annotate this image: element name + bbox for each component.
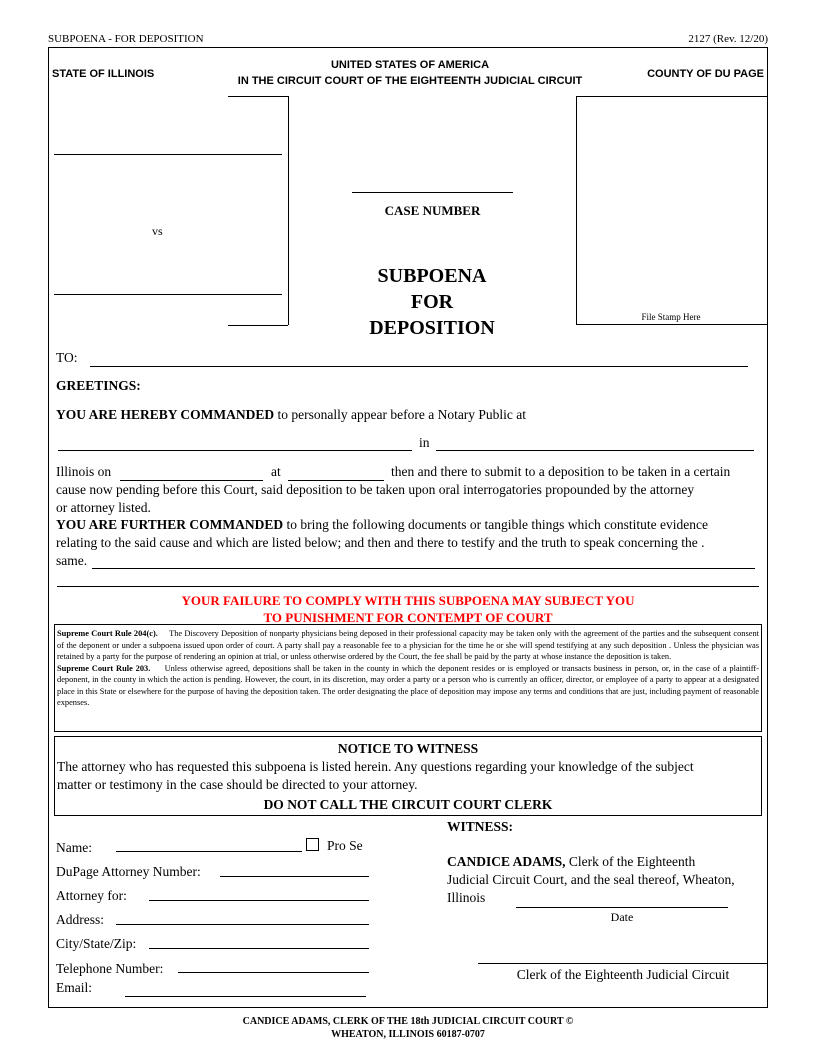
name-line[interactable] [116, 851, 302, 852]
county-label: COUNTY OF DU PAGE [647, 68, 764, 80]
rule-203-text: Unless otherwise agreed, depositions shall be taken in the county in which the deponent resides or is employed or transacts business in person, or, in the case of a plaintiff-deponent, in the county in which the action is pending. However, the court, in its discretion, may order a party or a person who is currently an officer, director, or employee of a party to appear at a designated place in this State or elsewhere for the purpose of having the deposition taken. The order designating the place of deposition may impose any terms and conditions that are just, including payment of reasonable expenses. [57, 663, 760, 707]
rule-204-text: The Discovery Deposition of nonparty physicians being deposed in their professional capacity may be taken only with the agreement of the parties and the subsequent consent of the deponent or under a subpoena issued upon order of court. A party shall pay a reasonable fee to a physician for the time he or she will spend testifying at any such deposition . Unless the physician was retained by a party for the purpose of rendering an opinion at trial, or unless otherwise ordered by the Court, the fee shall be paid by the party at whose instance the deposition is taken. [57, 629, 759, 661]
file-stamp-box [576, 96, 768, 325]
then-text: then and there to submit to a deposition to be taken in a certain [391, 464, 731, 479]
telephone-line[interactable] [178, 972, 369, 973]
documents-line-1[interactable] [92, 568, 755, 569]
email-line[interactable] [125, 996, 366, 997]
or-attorney-text: or attorney listed. [56, 500, 151, 515]
warning-line-1: YOUR FAILURE TO COMPLY WITH THIS SUBPOENA MAY SUBJECT YOU [181, 593, 635, 608]
clerk-title: Clerk of the Eighteenth [565, 854, 696, 869]
clerk-name: CANDICE ADAMS, [447, 854, 566, 869]
plaintiff-line[interactable] [54, 154, 282, 155]
date-signature-line[interactable] [516, 907, 728, 908]
dupage-number-label: DuPage Attorney Number: [56, 864, 201, 879]
state-label: STATE OF ILLINOIS [52, 68, 155, 80]
title-line-3: DEPOSITION [369, 317, 495, 339]
notice-line-2: matter or testimony in the case should be directed to your attorney. [57, 777, 418, 792]
file-stamp-label: File Stamp Here [641, 312, 701, 322]
commanded-bold: YOU ARE HEREBY COMMANDED [56, 407, 275, 422]
email-label: Email: [56, 980, 92, 995]
pro-se-label: Pro Se [327, 838, 363, 853]
notice-title: NOTICE TO WITNESS [337, 741, 479, 756]
further-bold: YOU ARE FURTHER COMMANDED [56, 517, 284, 532]
witness-label: WITNESS: [447, 819, 514, 834]
rules-box [54, 624, 762, 732]
city-state-zip-label: City/State/Zip: [56, 936, 137, 951]
country-label: UNITED STATES OF AMERICA [330, 59, 490, 71]
footer-line-1: CANDICE ADAMS, CLERK OF THE 18th JUDICIAL CIRCUIT COURT © [242, 1016, 574, 1027]
address-line[interactable] [116, 924, 369, 925]
form-revision: 2127 (Rev. 12/20) [688, 33, 768, 45]
clerk-line-3: Illinois [447, 890, 486, 905]
footer-line-2: WHEATON, ILLINOIS 60187-0707 [331, 1029, 485, 1040]
caption-bracket-top [228, 96, 288, 97]
notary-location-line[interactable] [58, 450, 412, 451]
form-title-top: SUBPOENA - FOR DEPOSITION [48, 33, 204, 45]
illinois-on-label: Illinois on [56, 464, 112, 479]
attorney-for-line[interactable] [149, 900, 369, 901]
court-label: IN THE CIRCUIT COURT OF THE EIGHTEENTH JUDICIAL CIRCUIT [237, 75, 583, 87]
name-label: Name: [56, 840, 92, 855]
cause-text: cause now pending before this Court, said deposition to be taken upon oral interrogatories propounded by the attorney [56, 482, 695, 497]
clerk-signature-label: Clerk of the Eighteenth Judicial Circuit [516, 967, 730, 982]
rule-203-label: Supreme Court Rule 203. [57, 663, 151, 673]
clerk-signature-line[interactable] [478, 963, 768, 964]
notice-donot: DO NOT CALL THE CIRCUIT COURT CLERK [263, 797, 553, 812]
to-line[interactable] [90, 366, 748, 367]
city-line[interactable] [436, 450, 754, 451]
defendant-line[interactable] [54, 294, 282, 295]
clerk-line-1 [447, 853, 695, 871]
date-label: Date [610, 910, 634, 924]
commanded-paragraph [56, 406, 526, 424]
vs-label: vs [152, 224, 163, 238]
clerk-line-2: Judicial Circuit Court, and the seal thereof, Wheaton, [447, 872, 735, 887]
dupage-number-line[interactable] [220, 876, 369, 877]
rule-204-label: Supreme Court Rule 204(c). [57, 629, 158, 638]
same-label: same. [56, 553, 88, 568]
address-label: Address: [56, 912, 104, 927]
documents-line-2[interactable] [57, 586, 759, 587]
in-label: in [419, 435, 430, 450]
city-state-zip-line[interactable] [149, 948, 369, 949]
rule-204 [57, 628, 759, 663]
title-line-2: FOR [410, 291, 454, 313]
at-label: at [271, 464, 281, 479]
further-rest: to bring the following documents or tangible things which constitute evidence [283, 517, 708, 532]
relating-text: relating to the said cause and which are listed below; and then and there to testify and the truth to speak concerning the . [56, 535, 705, 550]
attorney-for-label: Attorney for: [56, 888, 127, 903]
rule-203 [57, 663, 759, 709]
to-label: TO: [56, 350, 78, 365]
telephone-label: Telephone Number: [56, 961, 164, 976]
greetings-label: GREETINGS: [56, 378, 141, 393]
case-number-label: CASE NUMBER [384, 203, 481, 218]
caption-bracket-bottom [228, 325, 288, 326]
notice-line-1: The attorney who has requested this subpoena is listed herein. Any questions regarding your knowledge of the subject [57, 759, 694, 774]
caption-bracket-side [288, 96, 289, 325]
pro-se-checkbox[interactable] [306, 838, 319, 851]
commanded-rest: to personally appear before a Notary Public at [274, 407, 527, 422]
case-number-line[interactable] [352, 192, 513, 193]
title-line-1: SUBPOENA [377, 265, 487, 287]
warning-line-2: TO PUNISHMENT FOR CONTEMPT OF COURT [263, 610, 553, 623]
further-paragraph [56, 516, 708, 534]
